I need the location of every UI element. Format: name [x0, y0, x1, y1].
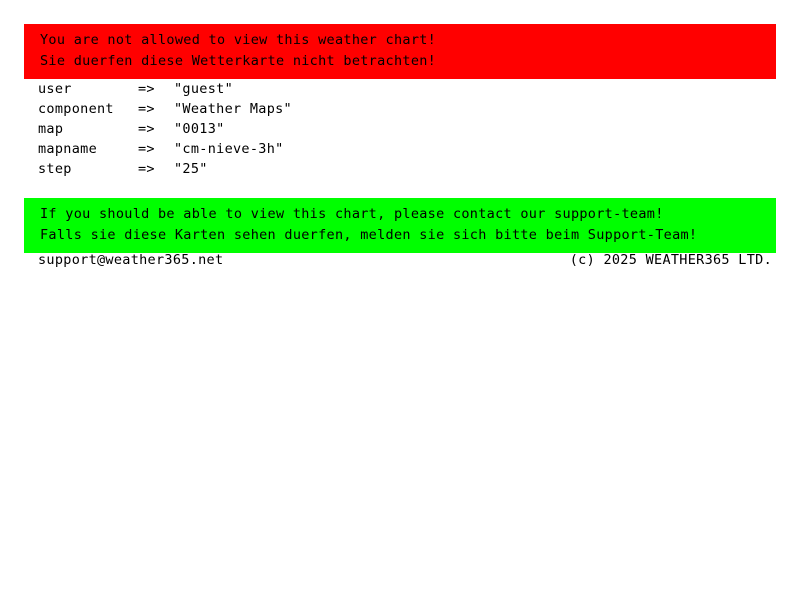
param-key: mapname [38, 141, 97, 157]
param-value: "25" [174, 161, 208, 177]
param-value: "0013" [174, 121, 225, 137]
param-key: user [38, 81, 72, 97]
param-value: "cm-nieve-3h" [174, 141, 284, 157]
error-banner-line-de: Sie duerfen diese Wetterkarte nicht betrachten! [40, 53, 437, 69]
table-row [38, 119, 292, 139]
copyright-text: (c) 2025 WEATHER365 LTD. [569, 252, 772, 268]
info-banner-line-en: If you should be able to view this chart, please contact our support-team! [40, 206, 664, 222]
param-value: "guest" [174, 81, 233, 97]
support-email-link[interactable]: support@weather365.net [38, 252, 224, 268]
error-banner [24, 24, 776, 79]
param-arrow: => [138, 161, 155, 177]
param-arrow: => [138, 101, 155, 117]
param-key: component [38, 101, 114, 117]
param-arrow: => [138, 121, 155, 137]
param-value: "Weather Maps" [174, 101, 292, 117]
info-banner-line-de: Falls sie diese Karten sehen duerfen, melden sie sich bitte beim Support-Team! [40, 227, 698, 243]
table-row [38, 139, 292, 159]
param-arrow: => [138, 81, 155, 97]
table-row [38, 99, 292, 119]
param-key: step [38, 161, 72, 177]
error-banner-line-en: You are not allowed to view this weather chart! [40, 32, 437, 48]
table-row [38, 159, 292, 179]
info-banner [24, 198, 776, 253]
table-row [38, 79, 292, 99]
footer [38, 250, 772, 270]
param-arrow: => [138, 141, 155, 157]
request-parameters-table [38, 79, 292, 179]
param-key: map [38, 121, 64, 137]
